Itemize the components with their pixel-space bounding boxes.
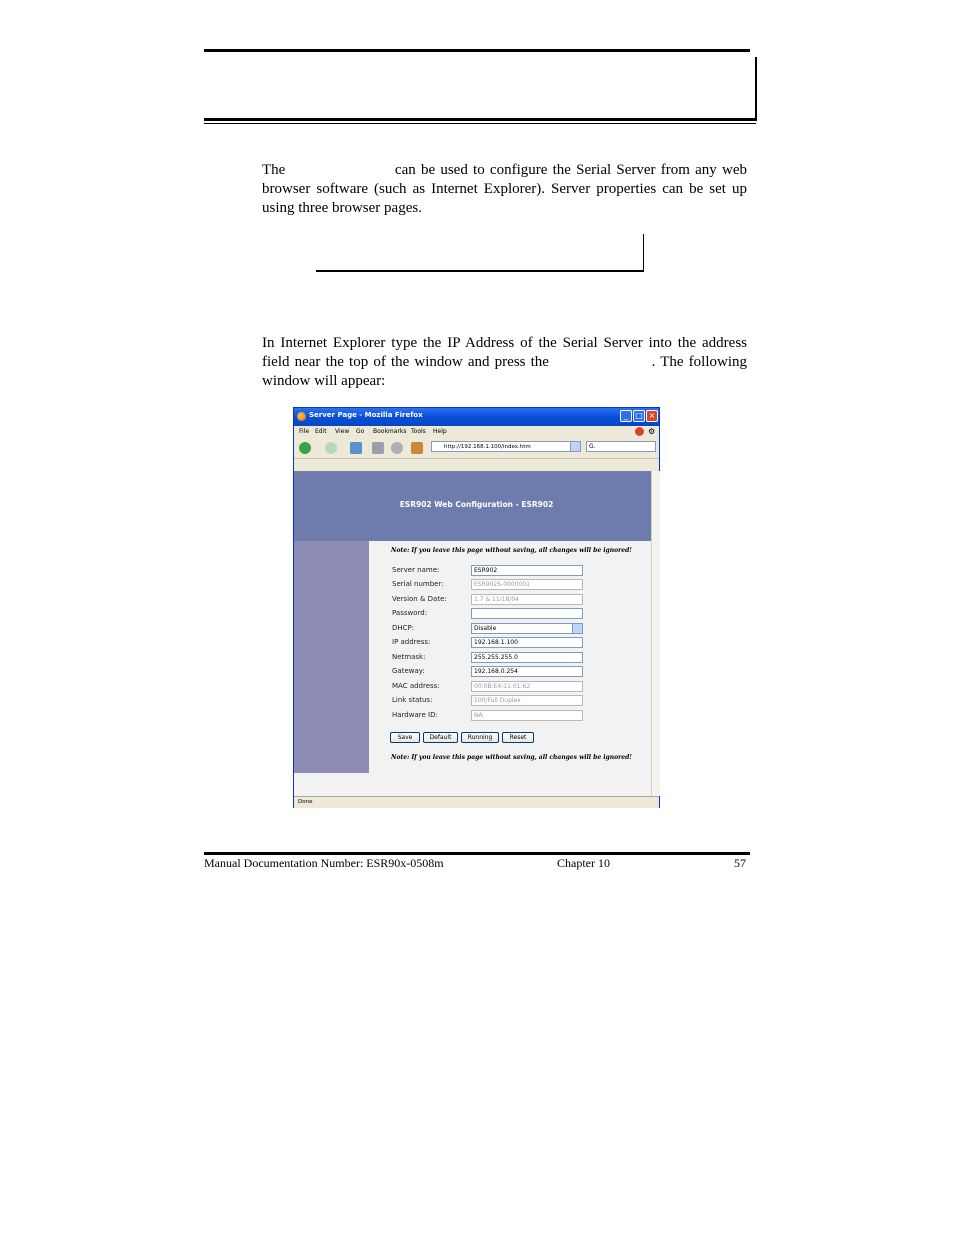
status-text: Done bbox=[298, 799, 313, 805]
reset-button[interactable]: Reset bbox=[502, 732, 534, 743]
reload-icon[interactable] bbox=[350, 442, 362, 454]
intro-line-1: The can be used to configure the Serial Server from any web bbox=[262, 162, 747, 178]
label-dhcp: DHCP: bbox=[392, 624, 415, 632]
instruction-line-2: field near the top of the window and press the . The following bbox=[262, 354, 747, 370]
address-bar[interactable] bbox=[431, 441, 581, 452]
stop-icon[interactable] bbox=[391, 442, 403, 454]
banner-title: ESR902 Web Configuration - ESR902 bbox=[399, 500, 554, 509]
header-rule-top bbox=[204, 49, 750, 52]
title-bar bbox=[294, 408, 659, 426]
version-date-field: 1.7 & 11/18/04 bbox=[471, 594, 583, 605]
back-arrow-icon[interactable] bbox=[299, 442, 311, 454]
save-button[interactable]: Save bbox=[390, 732, 420, 743]
page-banner bbox=[294, 471, 659, 541]
menu-bar bbox=[294, 426, 659, 438]
hardware-id-field: NA bbox=[471, 710, 583, 721]
label-hardware-id: Hardware ID: bbox=[392, 711, 438, 719]
menu-go[interactable]: Go bbox=[356, 428, 365, 435]
url-text: http://192.168.1.100/index.htm bbox=[444, 444, 531, 450]
label-mac-address: MAC address: bbox=[392, 682, 440, 690]
label-ip-address: IP address: bbox=[392, 638, 431, 646]
search-input[interactable] bbox=[586, 441, 656, 452]
label-gateway: Gateway: bbox=[392, 667, 425, 675]
nav-link-serial-port[interactable]: Serial Port bbox=[56, 583, 79, 599]
chevron-down-icon[interactable] bbox=[572, 624, 582, 633]
password-field[interactable] bbox=[471, 608, 583, 619]
instruction-paragraph bbox=[262, 334, 747, 391]
firefox-logo-icon bbox=[297, 412, 306, 421]
default-button[interactable]: Default bbox=[423, 732, 458, 743]
nav-link-server[interactable]: Server bbox=[52, 563, 79, 571]
print-icon[interactable] bbox=[372, 442, 384, 454]
intro-line-3: using three browser pages. bbox=[262, 200, 422, 216]
vertical-scrollbar[interactable] bbox=[651, 471, 660, 796]
label-version-date: Version & Date: bbox=[392, 595, 447, 603]
sidebar-nav bbox=[39, 541, 369, 773]
serial-number-field: ESR902S-0000001 bbox=[471, 579, 583, 590]
instruction-line-1: In Internet Explorer type the IP Address of the Serial Server into the address bbox=[262, 335, 747, 351]
footer-rule bbox=[204, 852, 750, 855]
home-icon[interactable] bbox=[411, 442, 423, 454]
footer-doc-number: Manual Documentation Number: ESR90x-0508m bbox=[204, 856, 444, 870]
netmask-field[interactable]: 255.255.255.0 bbox=[471, 652, 583, 663]
minimize-icon[interactable]: _ bbox=[620, 410, 632, 422]
save-warning-top: Note: If you leave this page without saving, all changes will be ignored! bbox=[391, 547, 632, 554]
label-link-status: Link status: bbox=[392, 696, 433, 704]
menu-tools[interactable]: Tools bbox=[411, 428, 426, 435]
dhcp-value: Disable bbox=[474, 625, 497, 632]
header-rule-bottom-thin bbox=[204, 123, 756, 124]
gateway-field[interactable]: 192.168.0.254 bbox=[471, 666, 583, 677]
nav-link-operation[interactable]: Operation bbox=[39, 603, 79, 611]
forward-arrow-icon[interactable] bbox=[325, 442, 337, 454]
label-server-name: Server name: bbox=[392, 566, 440, 574]
save-warning-bottom: Note: If you leave this page without saving, all changes will be ignored! bbox=[391, 754, 632, 761]
header-rule-right bbox=[755, 57, 757, 121]
section-box-bottom bbox=[316, 270, 644, 272]
server-name-field[interactable]: ESR902 bbox=[471, 565, 583, 576]
mac-address-field: 00:0B:E4:11:01:62 bbox=[471, 681, 583, 692]
browser-window bbox=[39, 407, 660, 808]
maximize-icon[interactable]: □ bbox=[633, 410, 645, 422]
label-serial-number: Serial number: bbox=[392, 580, 444, 588]
navigation-toolbar bbox=[294, 438, 659, 458]
header-rule-bottom bbox=[204, 118, 756, 121]
status-bar bbox=[294, 796, 659, 808]
link-status-field: 100/Full Duplex bbox=[471, 695, 583, 706]
intro-paragraph bbox=[262, 161, 747, 218]
menu-view[interactable]: View bbox=[335, 428, 350, 435]
bookmarks-bar bbox=[294, 458, 659, 472]
window-title: Server Page - Mozilla Firefox bbox=[309, 411, 423, 419]
label-password: Password: bbox=[392, 609, 428, 617]
settings-icon[interactable]: ⚙ bbox=[648, 427, 656, 436]
dhcp-select[interactable] bbox=[471, 623, 583, 634]
stop-badge-icon bbox=[635, 427, 644, 436]
running-button[interactable]: Running bbox=[461, 732, 499, 743]
chevron-down-icon[interactable] bbox=[570, 442, 580, 451]
menu-edit[interactable]: Edit bbox=[315, 428, 327, 435]
label-netmask: Netmask: bbox=[392, 653, 426, 661]
section-box-right bbox=[643, 234, 644, 272]
footer-page-number: 57 bbox=[734, 856, 746, 870]
close-icon[interactable]: × bbox=[646, 410, 658, 422]
footer-chapter: Chapter 10 bbox=[557, 856, 610, 870]
menu-file[interactable]: File bbox=[299, 428, 310, 435]
ip-address-field[interactable]: 192.168.1.100 bbox=[471, 637, 583, 648]
search-text: G. bbox=[589, 443, 596, 450]
menu-help[interactable]: Help bbox=[433, 428, 447, 435]
intro-line-2: browser software (such as Internet Explorer). Server properties can be set up bbox=[262, 181, 747, 197]
instruction-line-3: window will appear: bbox=[262, 373, 386, 389]
menu-bookmarks[interactable]: Bookmarks bbox=[373, 428, 407, 435]
